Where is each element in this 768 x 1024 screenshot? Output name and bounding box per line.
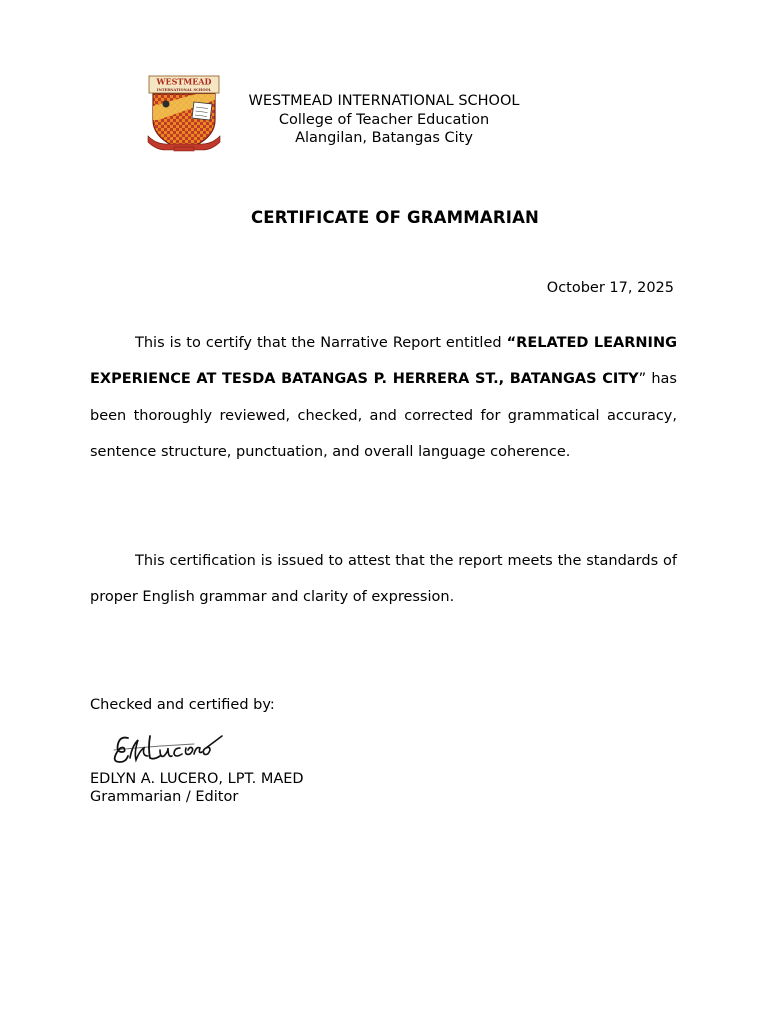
college-name: College of Teacher Education [278, 111, 490, 128]
signatory-role: Grammarian / Editor [90, 789, 239, 805]
checked-by-label: Checked and certified by: [90, 697, 275, 713]
certification-paragraph-1 [90, 325, 677, 470]
handwritten-signature [94, 728, 244, 772]
school-header [234, 92, 534, 148]
signatory-block [90, 770, 304, 806]
signatory-name: EDLYN A. LUCERO, LPT. MAED [90, 771, 304, 787]
paragraph-1-intro: This is to certify that the Narrative Report entitled [135, 335, 507, 351]
paragraph-1-rest: ” has been thoroughly reviewed, checked, and corrected for grammatical accuracy, sentence structure, punctuation, and overall language coherence. [90, 371, 677, 460]
report-title: “RELATED LEARNING EXPERIENCE AT TESDA BATANGAS P. HERRERA ST., BATANGAS CITY [90, 335, 677, 388]
certificate-date: October 17, 2025 [546, 280, 674, 296]
certificate-title: CERTIFICATE OF GRAMMARIAN [250, 208, 540, 227]
crest-title-text: WESTMEAD [156, 76, 212, 87]
school-address: Alangilan, Batangas City [295, 130, 473, 146]
crest-subtitle-text: INTERNATIONAL SCHOOL [156, 88, 212, 92]
certification-paragraph-2: This certification is issued to attest that the report meets the standards of proper English grammar and clarity of expression. [90, 553, 677, 606]
school-name: WESTMEAD INTERNATIONAL SCHOOL [248, 93, 520, 109]
school-crest-logo [146, 74, 222, 156]
